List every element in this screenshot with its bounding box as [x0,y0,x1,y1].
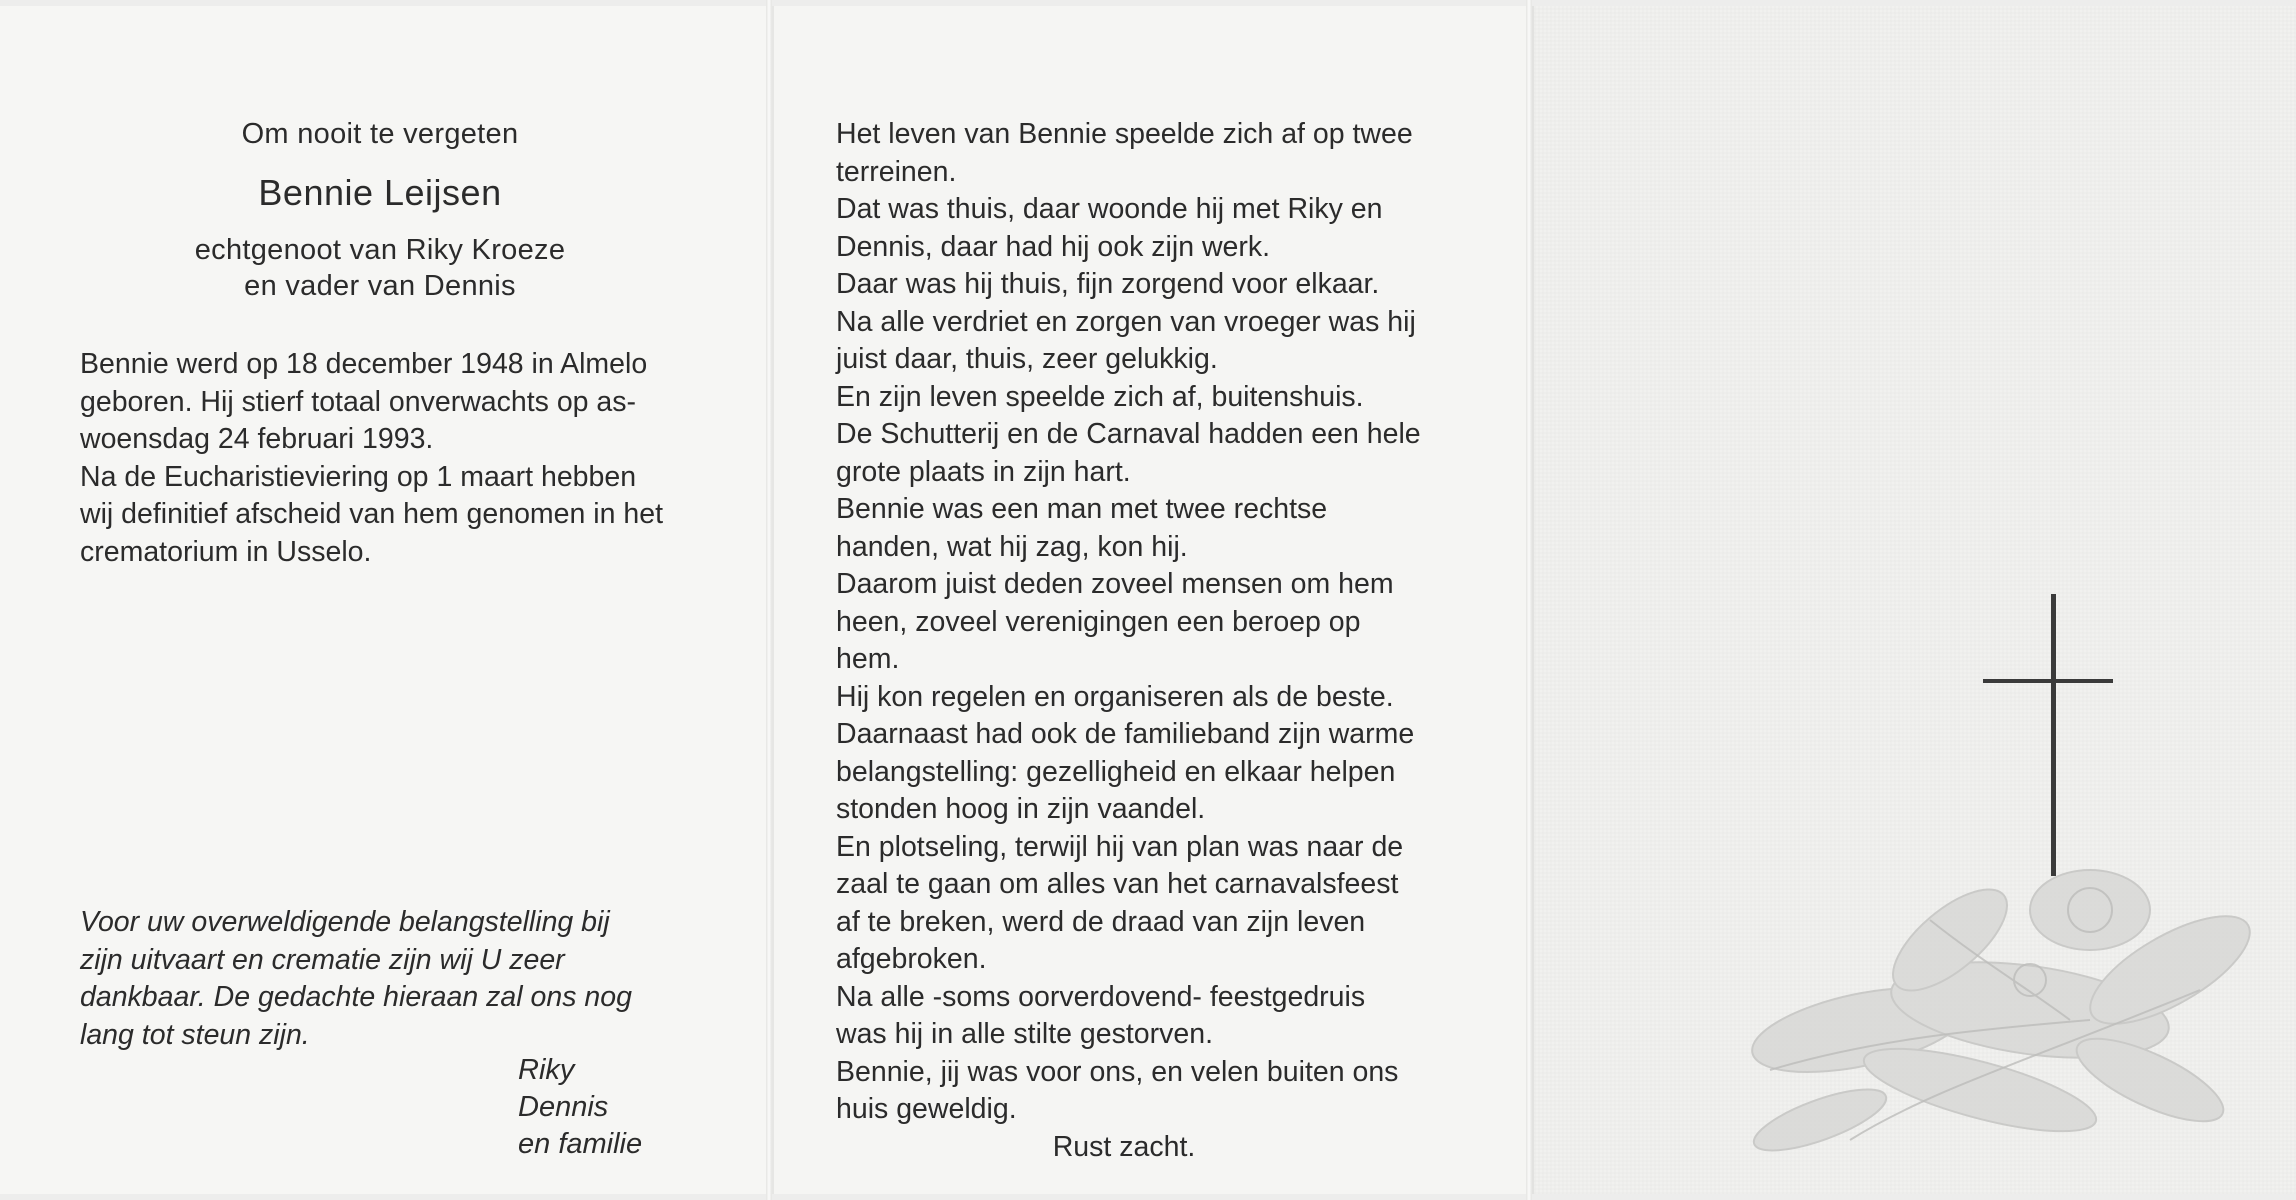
story-line: heen, zoveel verenigingen een beroep op [836,605,1361,638]
story-line: En zijn leven speelde zich af, buitenshuis. [836,380,1364,413]
story-line: belangstelling: gezelligheid en elkaar helpen [836,755,1396,788]
bio-line: geboren. Hij stierf totaal onverwachts op as- [80,385,637,418]
card-heading: Om nooit te vergeten [241,118,519,150]
story-line: grote plaats in zijn hart. [836,455,1131,488]
story-line: Daarnaast had ook de familieband zijn warme [836,718,1415,750]
thanks-line: dankbaar. De gedachte hieraan zal ons nog [80,981,632,1013]
story-line: Dennis, daar had hij ook zijn werk. [836,230,1271,263]
bio-line: Na de Eucharistieviering op 1 maart hebben [80,460,637,493]
bio-line: Bennie werd op 18 december 1948 in Almelo [80,348,648,380]
signature [518,1052,642,1163]
thanks-line: lang tot steun zijn. [80,1018,310,1051]
bio-line: wij definitief afscheid van hem genomen in het [80,498,664,530]
signature-line: Riky [518,1054,575,1086]
story-line: Na alle verdriet en zorgen van vroeger was hij [836,305,1416,338]
story-line: Hij kon regelen en organiseren als de beste. [836,680,1394,713]
story-line: De Schutterij en de Carnaval hadden een hele [836,418,1421,450]
deceased-name: Bennie Leijsen [258,172,502,213]
cross-icon [2051,594,2056,876]
bio-line: woensdag 24 februari 1993. [80,423,434,455]
relation-spouse: echtgenoot van Riky Kroeze [194,234,566,266]
signature-line: Dennis [518,1091,609,1123]
bio-line: crematorium in Usselo. [80,535,372,568]
story-line: was hij in alle stilte gestorven. [836,1018,1214,1050]
story-line: huis geweldig. [836,1093,1017,1125]
flower-bouquet-icon [1730,820,2290,1180]
story-line: afgebroken. [836,943,987,975]
story-line: hem. [836,643,900,675]
thanks-line: Voor uw overweldigende belangstelling bij [80,906,610,938]
story-line: stonden hoog in zijn vaandel. [836,793,1206,825]
story-line: Na alle -soms oorverdovend- feestgedruis [836,980,1366,1013]
story-line: af te breken, werd de draad van zijn leven [836,905,1366,938]
relation-father: en vader van Dennis [244,270,516,302]
cross-arm [1983,679,2113,683]
story-line: En plotseling, terwijl hij van plan was naar de [836,830,1404,863]
left-panel [0,6,768,1194]
story-line: Daar was hij thuis, fijn zorgend voor elkaar. [836,268,1380,300]
thanks-line: zijn uitvaart en crematie zijn wij U zeer [80,943,565,976]
story-line: handen, wat hij zag, kon hij. [836,530,1188,563]
story-line: Het leven van Bennie speelde zich af op twee [836,118,1413,150]
story-line: terreinen. [836,155,957,188]
story-line: Dat was thuis, daar woonde hij met Riky en [836,193,1383,225]
story-line: Bennie, jij was voor ons, en velen buiten ons [836,1055,1399,1088]
thanks-message [80,904,686,1054]
signature-line: en familie [518,1128,643,1160]
middle-panel [772,6,1528,1194]
story-line: zaal te gaan om alles van het carnavalsfeest [836,868,1399,900]
story-line: Daarom juist deden zoveel mensen om hem [836,568,1394,600]
story-line: Bennie was een man met twee rechtse [836,493,1328,525]
biography [80,346,686,571]
life-story [836,116,1442,1166]
closing-line: Rust zacht. [1052,1130,1196,1163]
story-line: juist daar, thuis, zeer gelukkig. [836,343,1218,375]
